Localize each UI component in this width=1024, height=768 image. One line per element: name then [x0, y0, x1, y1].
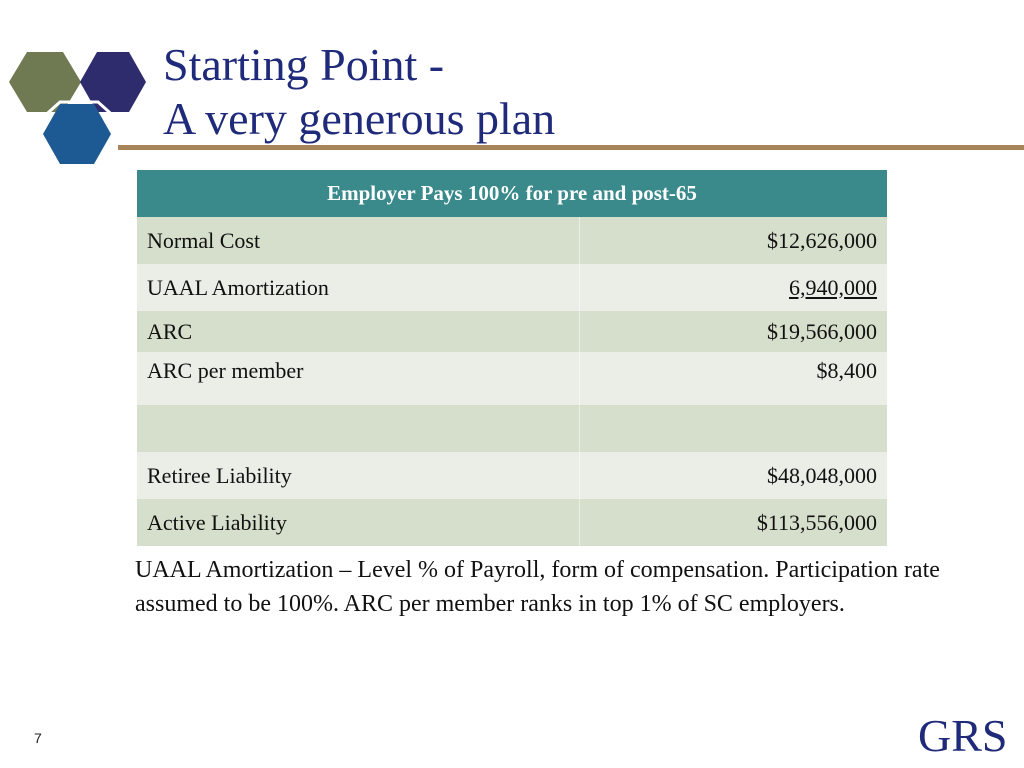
row-label: Retiree Liability: [137, 452, 579, 499]
table-row: [137, 217, 887, 264]
row-value: 6,940,000: [789, 274, 877, 300]
blue-hexagon: [43, 104, 111, 164]
row-value: $12,626,000: [579, 217, 887, 264]
cost-table: [137, 170, 887, 546]
table-row: [137, 311, 887, 352]
hexagon-logo: [0, 40, 160, 180]
grs-logo: GRS: [918, 710, 1008, 761]
row-label: Active Liability: [137, 499, 579, 546]
table-header: Employer Pays 100% for pre and post-65: [137, 170, 887, 217]
row-label: ARC: [137, 311, 579, 352]
row-label: Normal Cost: [137, 217, 579, 264]
row-label: UAAL Amortization: [137, 264, 579, 311]
row-label: [137, 405, 579, 452]
title-line-1: Starting Point -: [163, 39, 445, 90]
row-value: $8,400: [579, 352, 887, 405]
page-number: 7: [34, 730, 42, 746]
table-row: [137, 452, 887, 499]
footnote-text: UAAL Amortization – Level % of Payroll, form of compensation. Participation rate assumed to be 100%. ARC per member ranks in top 1% of SC employers.: [135, 557, 940, 617]
title-divider: [118, 145, 1024, 150]
row-label: ARC per member: [137, 352, 579, 405]
row-value: $19,566,000: [579, 311, 887, 352]
slide-title: [163, 38, 555, 146]
title-line-2: A very generous plan: [163, 93, 556, 144]
table-header-row: [137, 170, 887, 217]
table-row-empty: [137, 405, 887, 452]
table-row: [137, 264, 887, 311]
row-value: [579, 405, 887, 452]
table-row: [137, 352, 887, 405]
row-value: $113,556,000: [579, 499, 887, 546]
row-value: $48,048,000: [579, 452, 887, 499]
table-row: [137, 499, 887, 546]
